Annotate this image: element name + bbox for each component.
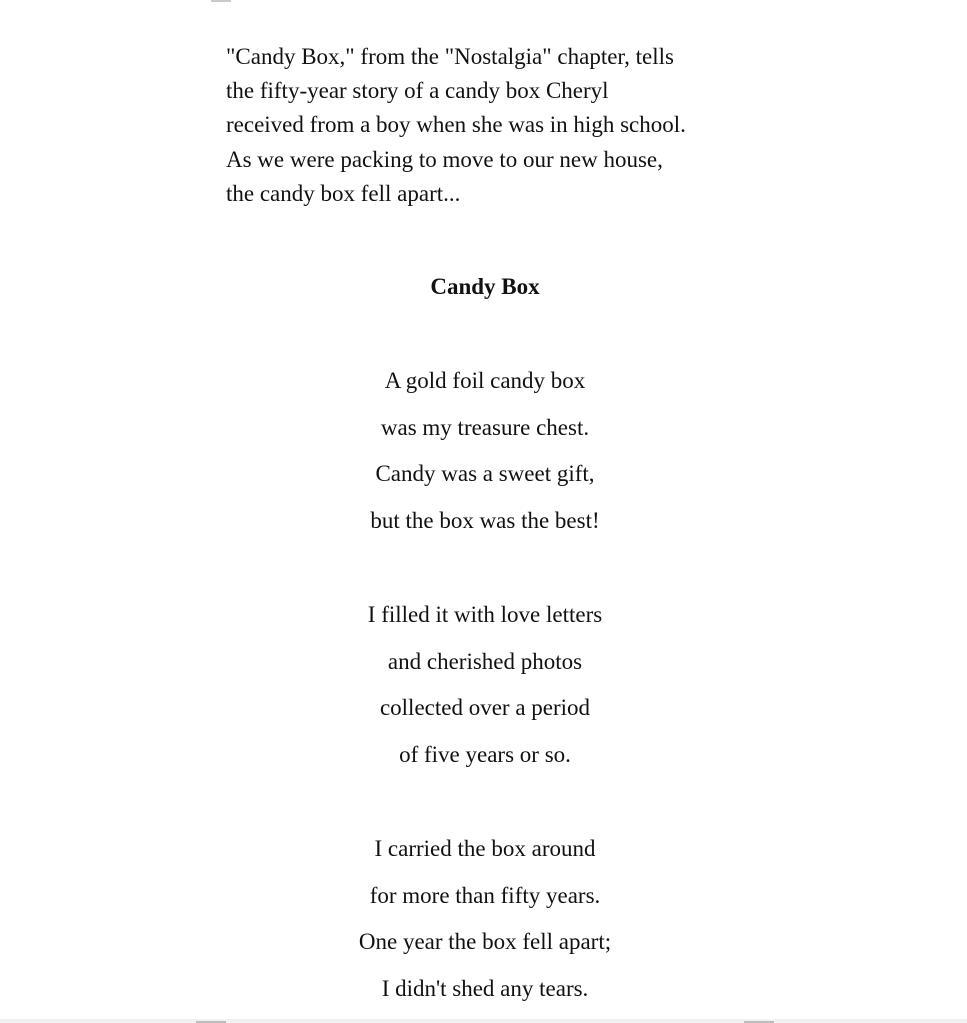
poem-line: was my treasure chest.	[380, 414, 590, 440]
poem-title: Candy Box	[430, 274, 540, 299]
intro-line: "Candy Box," from the "Nostalgia" chapter, tells	[226, 44, 674, 69]
poem-stanza-2	[0, 600, 967, 787]
poem-line: Candy was a sweet gift,	[375, 461, 595, 487]
intro-paragraph	[226, 40, 766, 211]
page-top-marker	[211, 0, 231, 2]
page-bottom-edge	[0, 1019, 967, 1023]
poem-line: I carried the box around	[374, 836, 596, 861]
poem-line: I didn't shed any tears.	[381, 976, 589, 1002]
intro-line: received from a boy when she was in high school.	[226, 112, 686, 138]
poem-line: for more than fifty years.	[369, 882, 601, 908]
poem-line: and cherished photos	[387, 648, 583, 674]
poem-line: One year the box fell apart;	[358, 929, 612, 955]
intro-line: the fifty-year story of a candy box Cheryl	[226, 78, 609, 104]
poem-line: A gold foil candy box	[384, 368, 586, 393]
poem-stanza-1	[0, 366, 967, 553]
poem-line: collected over a period	[379, 695, 591, 721]
poem-line: of five years or so.	[399, 742, 571, 768]
poem-line: I filled it with love letters	[367, 602, 603, 627]
intro-line: the candy box fell apart...	[226, 180, 461, 206]
intro-line: As we were packing to move to our new house,	[226, 146, 663, 172]
poem-stanza-3	[0, 834, 967, 1021]
poem-line: but the box was the best!	[370, 508, 600, 534]
